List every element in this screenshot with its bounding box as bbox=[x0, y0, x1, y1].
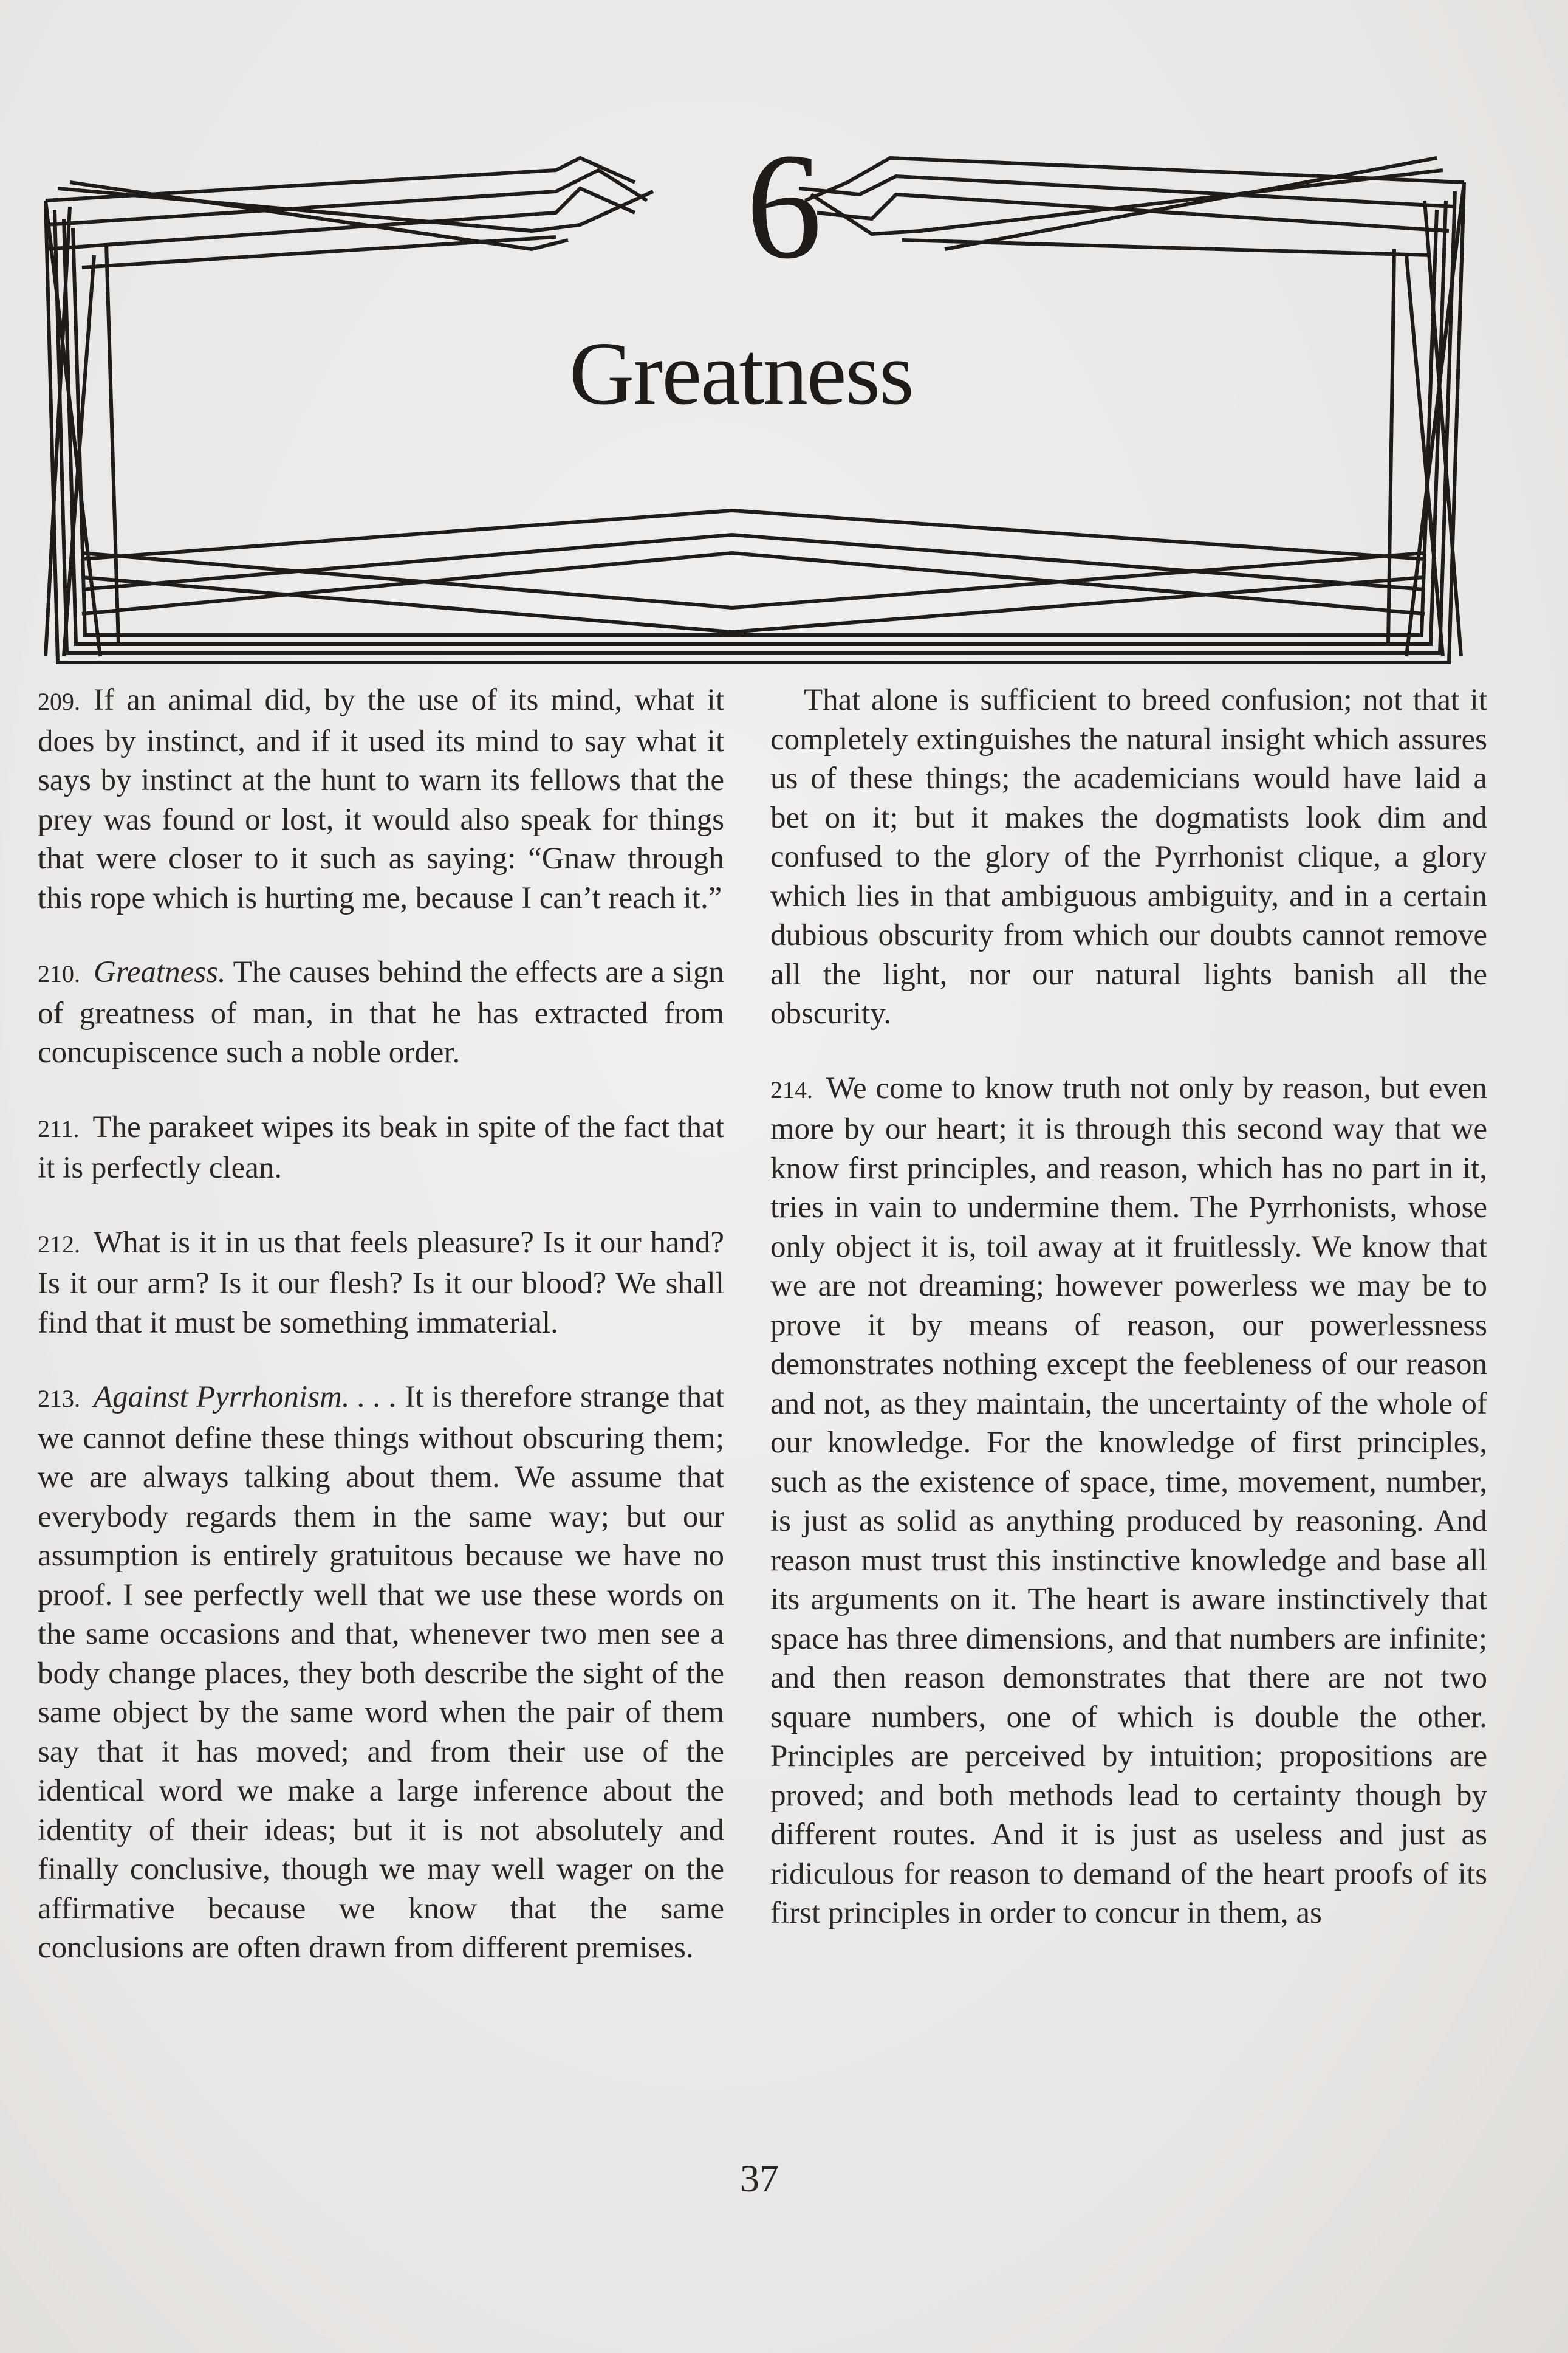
paragraph-211 bbox=[38, 1108, 724, 1188]
paragraph-210 bbox=[38, 953, 724, 1073]
paragraph-text: What is it in us that feels pleasure? Is it our hand? Is it our arm? Is it our flesh? Is it our blood? We shall find that it must be something immaterial. bbox=[38, 1225, 724, 1340]
left-column bbox=[38, 681, 724, 1968]
paragraph-number: 209. bbox=[38, 688, 80, 715]
paragraph-number: 214. bbox=[770, 1076, 813, 1104]
paragraph-text: We come to know truth not only by reason, but even more by our heart; it is through this second way that we know first principles, and reason, which has no part in it, tries in vain to undermine them. The Pyrrhonists, whose only object it is, toil away at it fruitlessly. We know that we are not dreaming; however powerless we may be to prove it by means of reason, our powerlessness demonstrates nothing except the feebleness of our reason and not, as they maintain, the uncertainty of the whole of our knowledge. For the knowledge of first principles, such as the existence of space, time, movement, number, is just as solid as anything produced by reasoning. And reason must trust this instinctive knowledge and base all its arguments on it. The heart is aware instinctively that space has three dimensions, and that numbers are infinite; and then reason demonstrates that there are not two square numbers, one of which is double the other. Principles are perceived by intuition; propositions are proved; and both methods lead to certainty though by different routes. And it is just as useless and just as ridiculous for reason to demand of the heart proofs of its first principles in order to concur in them, as bbox=[770, 1071, 1487, 1930]
paragraph-213-continued bbox=[770, 681, 1487, 1034]
paragraph-number: 211. bbox=[38, 1115, 80, 1142]
paragraph-number: 210. bbox=[38, 960, 80, 988]
paragraph-text: The parakeet wipes its beak in spite of the fact that it is perfectly clean. bbox=[38, 1110, 724, 1185]
paragraph-text: That alone is sufficient to breed confusion; not that it completely extinguishes the natural insight which assures us of these things; the academicians would have laid a bet on it; but it makes the dogmatists look dim and confused to the glory of the Pyrrhonist clique, a glory which lies in that ambiguous ambiguity, and in a certain dubious obscurity from which our doubts cannot remove all the light, nor our natural lights banish all the obscurity. bbox=[770, 683, 1487, 1031]
paragraph-heading: Against Pyrrhonism. . . . bbox=[94, 1380, 397, 1414]
paragraph-heading: Greatness. bbox=[94, 955, 226, 989]
chapter-number: 6 bbox=[746, 122, 822, 290]
chapter-title: Greatness bbox=[569, 324, 913, 424]
paragraph-214 bbox=[770, 1069, 1487, 1933]
paragraph-number: 213. bbox=[38, 1385, 80, 1412]
paragraph-text: The causes behind the effects are a sign of greatness of man, in that he has extracted from concupiscence such a noble order. bbox=[38, 955, 724, 1070]
paragraph-text: It is therefore strange that we cannot define these things without obscuring them; we are always talking about them. We assume that everybody regards them in the same way; but our assumption is entirely gratuitous because we have no proof. I see perfectly well that we use these words on the same occasions and that, whenever two men see a body change places, they both describe the sight of the same object by the same word when the pair of them say that it has moved; and from their use of the identical word we make a large inference about the identity of their ideas; but it is not absolutely and finally conclusive, though we may well wager on the affirmative because we know that the same conclusions are often drawn from different premises. bbox=[38, 1380, 725, 1965]
paragraph-209 bbox=[38, 681, 724, 918]
page-number: 37 bbox=[740, 2157, 779, 2200]
paragraph-212 bbox=[38, 1223, 724, 1343]
right-column bbox=[770, 681, 1487, 1933]
paragraph-number: 212. bbox=[38, 1230, 80, 1258]
paragraph-213 bbox=[38, 1378, 724, 1968]
paragraph-text: If an animal did, by the use of its mind, what it does by instinct, and if it used its mind to say what it says by instinct at the hunt to warn its fellows that the prey was found or lost, it would also speak for things that were closer to it such as saying: “Gnaw through this rope which is hurting me, because I can’t reach it.” bbox=[38, 683, 724, 915]
